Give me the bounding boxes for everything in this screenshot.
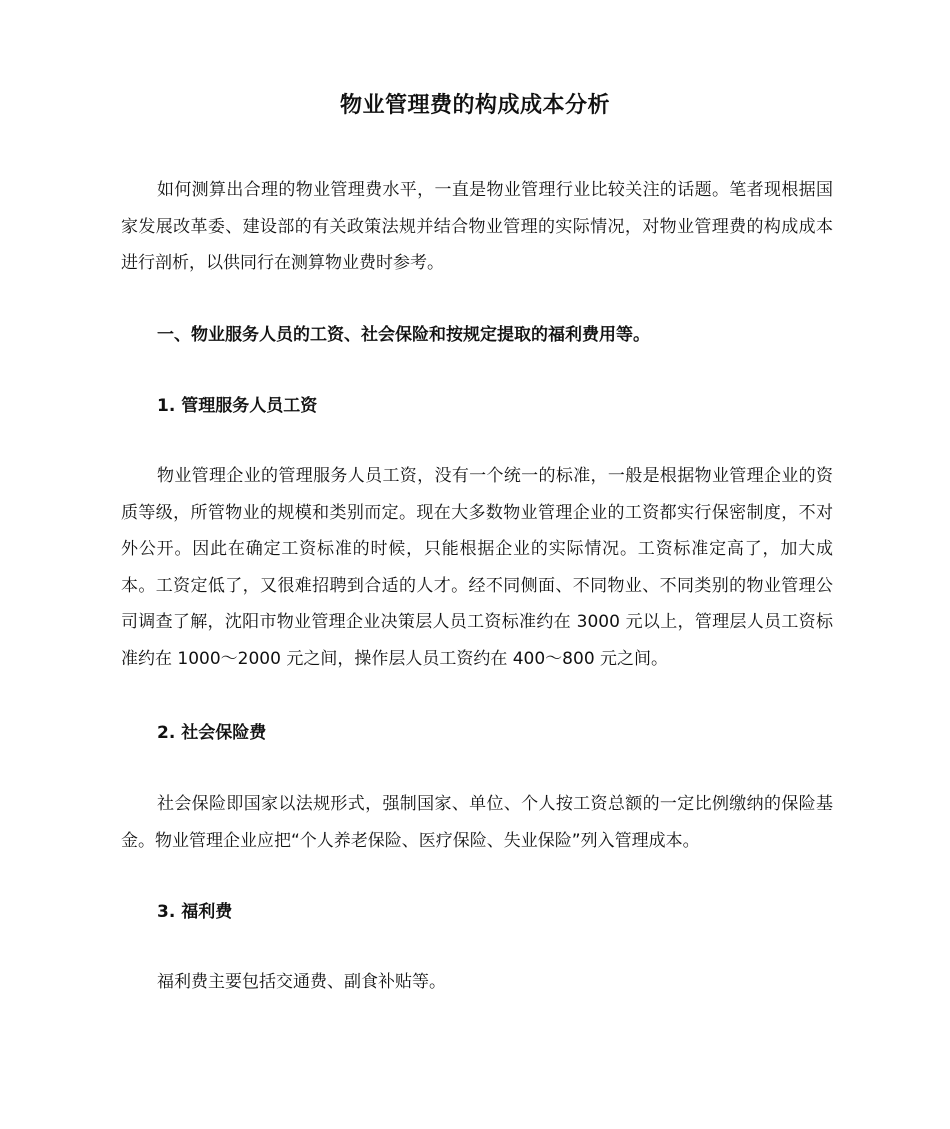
subsection-2-body: 社会保险即国家以法规形式，强制国家、单位、个人按工资总额的一定比例缴纳的保险基金。物业管理企业应把“个人养老保险、医疗保险、失业保险”列入管理成本。 [121,794,833,851]
subsection-1-heading: 1. 管理服务人员工资 [157,396,318,416]
subsection-2-heading: 2. 社会保险费 [157,723,267,743]
subsection-3-body: 福利费主要包括交通费、副食补贴等。 [157,972,446,992]
document-title: 物业管理费的构成成本分析 [339,93,610,118]
subsection-3-heading: 3. 福利费 [157,902,233,922]
section-1-heading: 一、物业服务人员的工资、社会保险和按规定提取的福利费用等。 [157,325,650,345]
intro-paragraph: 如何测算出合理的物业管理费水平，一直是物业管理行业比较关注的话题。笔者现根据国家发展改革委、建设部的有关政策法规并结合物业管理的实际情况，对物业管理费的构成成本进行剖析，以供同行在测算物业费时参考。 [121,180,833,273]
subsection-1-body: 物业管理企业的管理服务人员工资，没有一个统一的标准，一般是根据物业管理企业的资质等级，所管物业的规模和类别而定。现在大多数物业管理企业的工资都实行保密制度，不对外公开。因此在确定工资标准的时候，只能根据企业的实际情况。工资标准定高了，加大成本。工资定低了，又很难招聘到合适的人才。经不同侧面、不同物业、不同类别的物业管理公司调查了解，沈阳市物业管理企业决策层人员工资标准约在 3000 元以上，管理层人员工资标准约在 1000～2000 元之间，操作层人员工资约在 400～800 元之间。 [121,466,833,669]
